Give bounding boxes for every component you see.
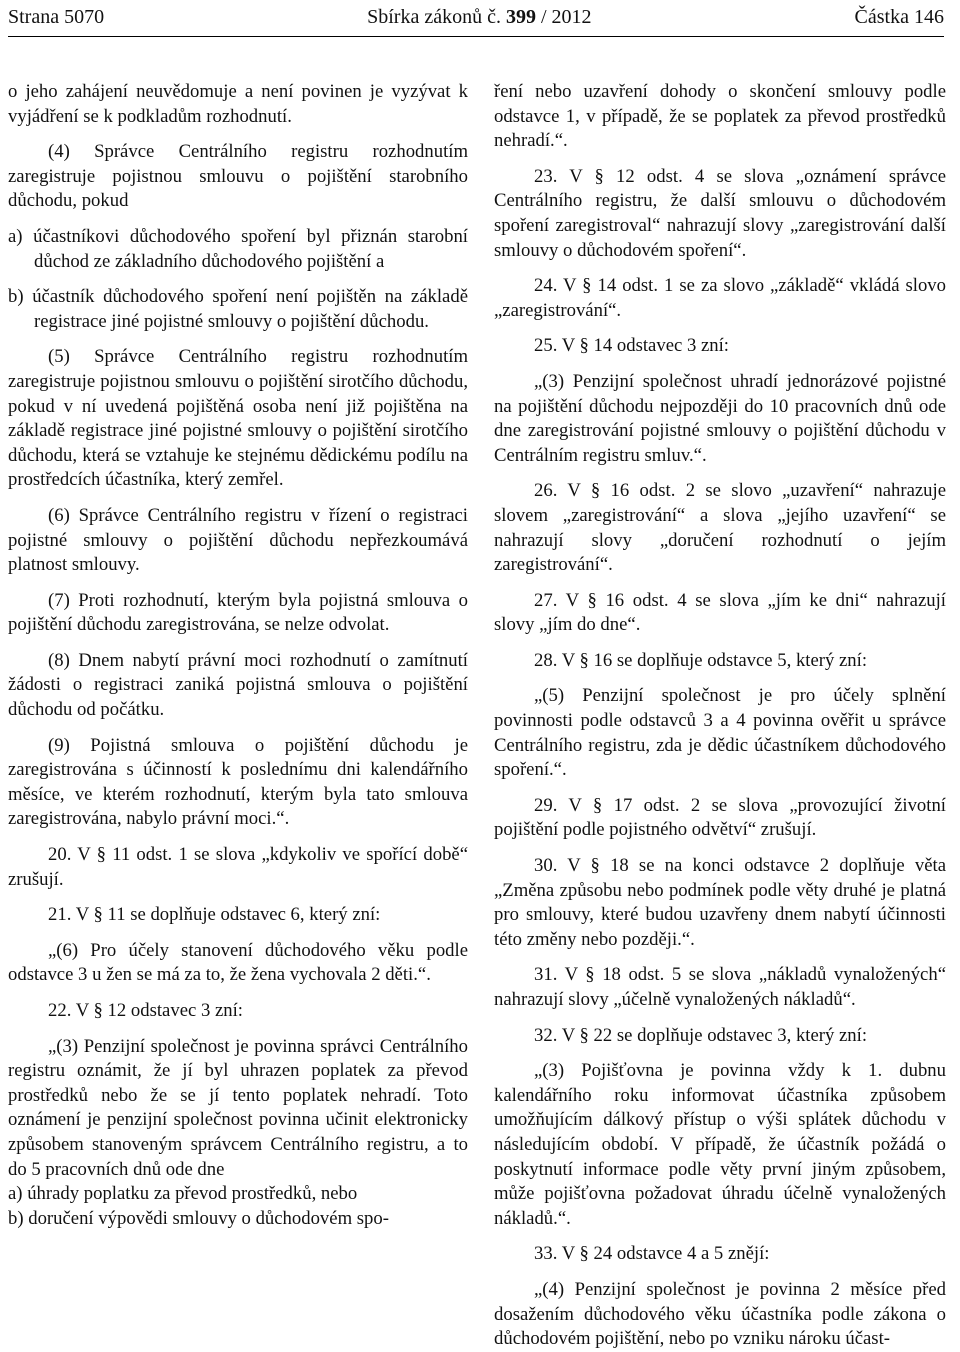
collection-title [367, 6, 591, 29]
paragraph: „(5) Penzijní společnost je pro účely splnění povinnosti podle odstavců 3 a 4 povinna ověřit u správce Centrálního registru, zda je dědic účastníkem důchodového spoření.“. [494, 685, 946, 781]
law-number: 399 [505, 5, 536, 28]
paragraph: (5) Správce Centrálního registru rozhodnutím zaregistruje pojistnou smlouvu o pojištění sirotčího důchodu, pokud v ní uvedená pojištěná osoba není již pojištěna na základě registrace jiné pojistné smlouvy o pojištění sirotčího důchodu, která se vztahuje ke stejnému dědickému podílu na prostředcích účastníka, který zemřel. [8, 346, 468, 491]
paragraph: (4) Správce Centrálního registru rozhodnutím zaregistruje pojistnou smlouvu o pojištění starobního důchodu, pokud [8, 141, 468, 212]
paragraph: o jeho zahájení neuvědomuje a není povinen je vyzývat k vyjádření se k podkladům rozhodnutí. [8, 81, 468, 127]
right-column [494, 80, 946, 1352]
paragraph: 30. V § 18 se na konci odstavce 2 doplňuje věta „Změna způsobu nebo podmínek podle věty druhé je platná pro smlouvy, které budou uzavřeny dnem nabytí účinnosti této změny nebo později.“. [494, 855, 946, 950]
law-year: / 2012 [540, 5, 592, 28]
paragraph: 22. V § 12 odstavec 3 zní: [48, 1000, 243, 1021]
paragraph: 23. V § 12 odst. 4 se slova „oznámení správce Centrálního registru, že další smlouvu o důchodovém spoření zaregistroval“ nahrazují slovy „zaregistrování další smlouvy o důchodovém spoření“. [494, 165, 946, 261]
paragraph: 28. V § 16 se doplňuje odstavce 5, který zní: [534, 649, 868, 671]
paragraph: 33. V § 24 odstavce 4 a 5 znějí: [534, 1243, 770, 1265]
paragraph: b) doručení výpovědi smlouvy o důchodovém spo- [8, 1207, 389, 1229]
paragraph: „(6) Pro účely stanovení důchodového věku podle odstavce 3 u žen se má za to, že žena vychovala 2 děti.“. [8, 939, 468, 986]
paragraph: (6) Správce Centrálního registru v řízení o registraci pojistné smlouvy o pojištění důchodu nepřezkoumává platnost smlouvy. [8, 504, 468, 576]
left-column [8, 80, 468, 1231]
paragraph: „(3) Penzijní společnost uhradí jednorázové pojistné na pojištění důchodu nejpozději do 10 pracovních dnů ode dne zaregistrování pojistné smlouvy o pojištění důchodu v Centrálním registru smluv.“. [494, 370, 946, 466]
paragraph: ření nebo uzavření dohody o skončení smlouvy podle odstavce 1, v případě, že se poplatek za převod prostředků nehradí.“. [494, 81, 946, 152]
paragraph: 25. V § 14 odstavec 3 zní: [534, 335, 729, 357]
paragraph: (9) Pojistná smlouva o pojištění důchodu je zaregistrována s účinností k poslednímu dni kalendářního měsíce, ve kterém rozhodnutí, kterým byla tato smlouva zaregistrována, nabylo právní moci.“. [8, 734, 468, 830]
paragraph: (8) Dnem nabytí právní moci rozhodnutí o zamítnutí žádosti o registraci zaniká pojistná smlouva o pojištění důchodu od počátku. [8, 649, 468, 721]
page-number: Strana 5070 [8, 5, 105, 28]
paragraph: 32. V § 22 se doplňuje odstavec 3, který zní: [534, 1024, 868, 1046]
paragraph: 24. V § 14 odst. 1 se za slovo „základě“ vkládá slovo „zaregistrování“. [494, 275, 946, 321]
paragraph: „(3) Pojišťovna je povinna vždy k 1. dubnu kalendářního roku informovat účastníka způsobem umožňujícím dálkový přístup o výši splátek důchodu v následujícím období. V případě, že účastník požádá o poskytnutí informace podle věty první jiným způsobem, může pojišťovna požadovat úhradu účelně vynaložených nákladů.“. [494, 1060, 946, 1229]
paragraph: 29. V § 17 odst. 2 se slova „provozující životní pojištění podle pojistného odvětví“ zrušují. [494, 794, 946, 841]
paragraph: 20. V § 11 odst. 1 se slova „kdykoliv ve spořící době“ zrušují. [8, 844, 468, 890]
paragraph: „(3) Penzijní společnost je povinna správci Centrálního registru oznámit, že jí byl uhrazen poplatek za převod prostředků nebo že se jí tento poplatek nehradí. Toto oznámení je penzijní společnost povinna učinit elektronicky způsobem stanoveným správcem Centrálního registru, a to do 5 pracovních dnů ode dne [8, 1035, 468, 1180]
paragraph: a) úhrady poplatku za převod prostředků, nebo [8, 1183, 358, 1205]
paragraph: (7) Proti rozhodnutí, kterým byla pojistná smlouva o pojištění důchodu zaregistrována, se nelze odvolat. [8, 589, 468, 636]
paragraph: a) účastníkovi důchodového spoření byl přiznán starobní důchod ze základního důchodového pojištění a [8, 225, 468, 272]
paragraph: 26. V § 16 odst. 2 se slovo „uzavření“ nahrazuje slovem „zaregistrování“ a slova „jejího uzavření“ se nahrazují slovy „doručení rozhodnutí o jejím zaregistrování“. [494, 480, 946, 576]
part-number: Částka 146 [854, 5, 944, 28]
collection-prefix: Sbírka zákonů č. [367, 5, 501, 28]
page-header [8, 0, 944, 34]
header-rule [8, 36, 944, 37]
paragraph: 31. V § 18 odst. 5 se slova „nákladů vynaložených“ nahrazují slovy „účelně vynaložených nákladů“. [494, 964, 946, 1010]
paragraph: 21. V § 11 se doplňuje odstavec 6, který zní: [48, 904, 381, 926]
paragraph: „(4) Penzijní společnost je povinna 2 měsíce před dosažením důchodového věku účastníka podle zákona o důchodovém pojištění, nebo po vzniku nároku účast- [494, 1278, 946, 1350]
paragraph: 27. V § 16 odst. 4 se slova „jím ke dni“ nahrazují slovy „jím do dne“. [494, 589, 946, 636]
paragraph: b) účastník důchodového spoření není pojištěn na základě registrace jiné pojistné smlouvy o pojištění důchodu. [8, 286, 468, 332]
